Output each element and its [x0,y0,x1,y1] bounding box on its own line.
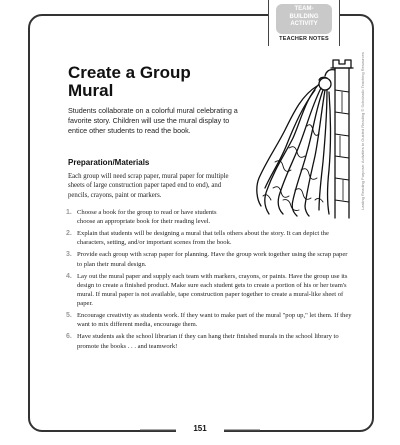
step-text: Choose a book for the group to read or have students choose an appropriate book for their reading level. [77,209,217,226]
step-number: 2. [66,230,72,238]
steps-list [66,208,352,354]
step-text: Lay out the mural paper and supply each team with markers, crayons, or paints. Have the group use its design to create a finished product. Make sure each student gets to create a portion of his or her team's mural. If mural paper is not available, tape construction paper together to create a mural-like sheet of paper. [77,272,348,308]
activity-label-line1: TEAM- [294,6,314,12]
step-item [66,311,352,329]
step-item [66,229,352,247]
step-item [66,250,352,268]
step-number: 4. [66,272,72,280]
step-number: 5. [66,312,72,320]
step-item [66,272,352,309]
page-title: Create a Group Mural [68,63,191,100]
activity-label-line2: BUILDING [289,13,319,20]
page-number: 151 [176,424,224,433]
activity-tab [268,0,340,46]
intro-paragraph: Students collaborate on a colorful mural celebrating a favorite story. Children will use the mural display to entice other students to read the book. [68,106,238,136]
step-number: 1. [66,209,72,216]
step-number: 3. [66,251,72,259]
activity-label-line3: ACTIVITY [290,21,318,27]
side-credit: Lasting Reading Purpose: Activities to Guided Reading © Scholastic Teaching Resources [360,52,365,210]
step-text: Explain that students will be designing a mural that tells others about the story. It can depict the characters, setting, and/or important scenes from the book. [77,230,329,247]
rapunzel-tower-illustration [245,50,363,220]
preparation-text: Each group will need scrap paper, mural paper for multiple sheets of large construction paper taped end to end), and pencils, crayons, paint or markers. [68,173,229,199]
step-text: Have students ask the school librarian if they can hang their finished murals in the school library to promote the books . . . and teamwork! [77,333,339,350]
activity-label [276,4,332,34]
teacher-notes-label: TEACHER NOTES [279,36,329,42]
step-number: 6. [66,333,72,341]
preparation-heading: Preparation/Materials [68,158,150,167]
step-text: Provide each group with scrap paper for planning. Have the group work together using the scrap paper to plan their mural design. [77,251,348,268]
step-text: Encourage creativity as students work. If they want to make part of the mural "pop up," let them. If they want to mix different media, encourage them. [77,312,352,329]
step-item [66,332,352,350]
